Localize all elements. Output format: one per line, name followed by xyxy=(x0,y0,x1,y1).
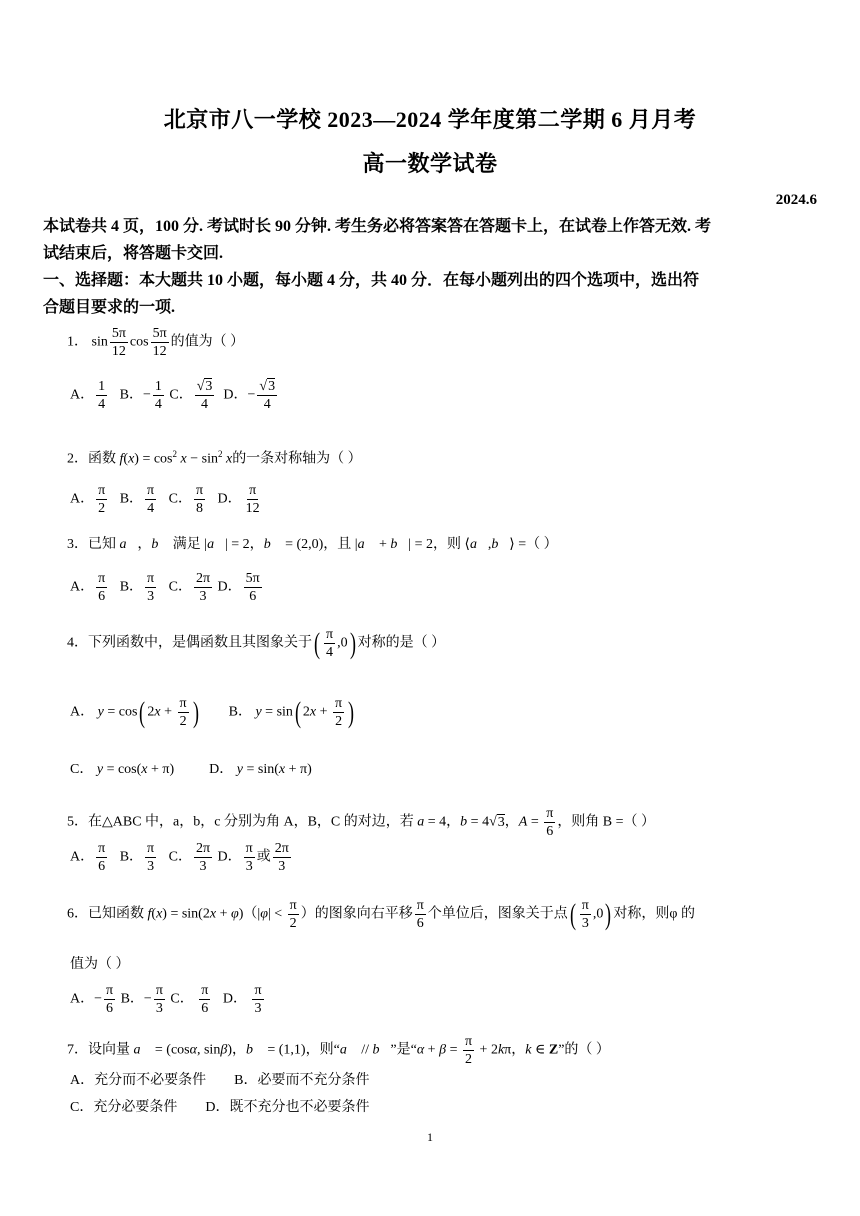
question-5: 5．在△ABC 中，a，b，c 分别为角 A，B，C 的对边，若 a = 4，b = 4√3，A = $\frac{\pi}{6}$ ，则角 B =（ ） xyxy=(67,806,656,839)
question-number: 2． xyxy=(67,451,88,467)
question-1-options: A． $\frac{1}{4}$ B．− $\frac{1}{4}$ C． $\frac{√3}{4}$ D．− $\frac{√3}{4}$ xyxy=(70,379,276,412)
question-text-mid2: 个单位后，图象关于点 xyxy=(427,906,568,922)
option-d: D．既不充分也不必要条件 xyxy=(205,1100,370,1115)
option-a: A．充分而不必要条件 xyxy=(70,1073,207,1088)
question-tail: 的值为（ ） xyxy=(170,334,245,350)
question-tail: （ ） xyxy=(526,537,558,552)
question-tail: 对称，则φ 的 xyxy=(613,906,695,922)
question-4: 4．下列函数中，是偶函数且其图象关于( $\frac{\pi}{4}$ ,0) 对称的是（ ） xyxy=(67,626,446,660)
question-text: 下列函数中，是偶函数且其图象关于 xyxy=(88,635,312,651)
question-number: 6． xyxy=(67,906,88,922)
question-text: 已知 xyxy=(88,537,116,552)
option-c: C．充分必要条件 xyxy=(70,1100,178,1115)
question-7-options-cd xyxy=(70,1098,369,1118)
exam-subtitle: 高一数学试卷 xyxy=(362,151,498,176)
question-7-options-ab xyxy=(70,1071,369,1091)
section-heading-line1: 一、选择题：本大题共 10 小题，每小题 4 分，共 40 分．在每小题列出的四个选项中，选出符 xyxy=(43,272,700,289)
question-number: 1． xyxy=(67,334,88,350)
question-6: 6．已知函数 f(x) = sin(2x + φ)（|φ| < $\frac{\pi}{2}$ ）的图象向右平移 $\frac{\pi}{6}$ 个单位后，图象关于点( $\frac{\pi}{3}$ ,0) 对称，则φ 的 xyxy=(67,897,695,931)
question-number: 3． xyxy=(67,537,88,552)
instructions-line2: 试结束后，将答题卡交回. xyxy=(43,245,224,262)
question-5-options: A． $\frac{\pi}{6}$ B． $\frac{\pi}{3}$ C． $\frac{2\pi}{3}$ D． $\frac{\pi}{3}$ 或 $\frac{2\pi}{3}$ xyxy=(70,841,289,874)
question-number: 4． xyxy=(67,635,88,651)
question-3-options: A． $\frac{\pi}{6}$ B． $\frac{\pi}{3}$ C． $\frac{2\pi}{3}$ D． $\frac{5\pi}{6}$ xyxy=(70,571,260,604)
question-tail: 的（ ） xyxy=(564,1042,610,1058)
question-tail: 的一条对称轴为（ ） xyxy=(232,451,362,467)
question-3: 3．已知 a⃗，b⃗ 满足 |a⃗| = 2，b⃗ = (2,0)，且 |a⃗ + b⃗| = 2，则 ⟨a⃗,b⃗⟩ =（ ） xyxy=(67,537,558,552)
question-text: 设向量 xyxy=(88,1042,130,1058)
question-text-mid: 的图象向右平移 xyxy=(314,906,413,922)
section-heading-line2: 合题目要求的一项. xyxy=(43,299,176,316)
question-tail: ，则角 B =（ ） xyxy=(557,814,656,830)
question-4-options-ab: A． y = cos( 2x + $\frac{\pi}{2}$ ) B． y = sin( 2x + $\frac{\pi}{2}$ ) xyxy=(70,695,355,729)
question-6-options: A．− $\frac{\pi}{6}$ B．− $\frac{\pi}{3}$ C． $\frac{\pi}{6}$ D． $\frac{\pi}{3}$ xyxy=(70,983,262,1016)
question-text: 已知函数 xyxy=(88,906,144,922)
question-text: 函数 xyxy=(88,451,116,467)
question-tail: 对称的是（ ） xyxy=(357,635,446,651)
option-b: B．必要而不充分条件 xyxy=(234,1073,370,1088)
question-number: 7． xyxy=(67,1042,88,1058)
question-4-options-cd: C． y = cos(x + π) D． y = sin(x + π) xyxy=(70,762,312,777)
question-number: 5． xyxy=(67,814,88,830)
page-number: 1 xyxy=(427,1130,433,1144)
question-2: 2．函数 $f(x) = \cos^2 x - \sin^2 x$的一条对称轴为（ ） xyxy=(67,449,362,467)
exam-title: 北京市八一学校 2023—2024 学年度第二学期 6 月月考 xyxy=(163,107,697,132)
question-6-line2: 值为（ ） xyxy=(70,957,130,972)
question-text: 在△ABC 中，a，b，c 分别为角 A，B，C 的对边，若 xyxy=(88,814,414,830)
question-1: 1． sin $\frac{5\pi}{12}$ cos $\frac{5\pi}{12}$ 的值为（ ） xyxy=(67,326,245,359)
question-2-options: A． $\frac{\pi}{2}$ B． $\frac{\pi}{4}$ C． $\frac{\pi}{8}$ D． $\frac{\pi}{12}$ xyxy=(70,483,260,516)
exam-date: 2024.6 xyxy=(775,192,817,208)
question-7: 7．设向量 a⃗ = (cosα, sinβ)，b⃗ = (1,1)，则“a⃗ // b⃗”是“α + β = $\frac{\pi}{2}$ + 2kπ，k ∈ Z”的（ ） xyxy=(67,1034,610,1067)
instructions-line1: 本试卷共 4 页，100 分. 考试时长 90 分钟. 考生务必将答案答在答题卡上，在试卷上作答无效. 考 xyxy=(43,218,712,235)
